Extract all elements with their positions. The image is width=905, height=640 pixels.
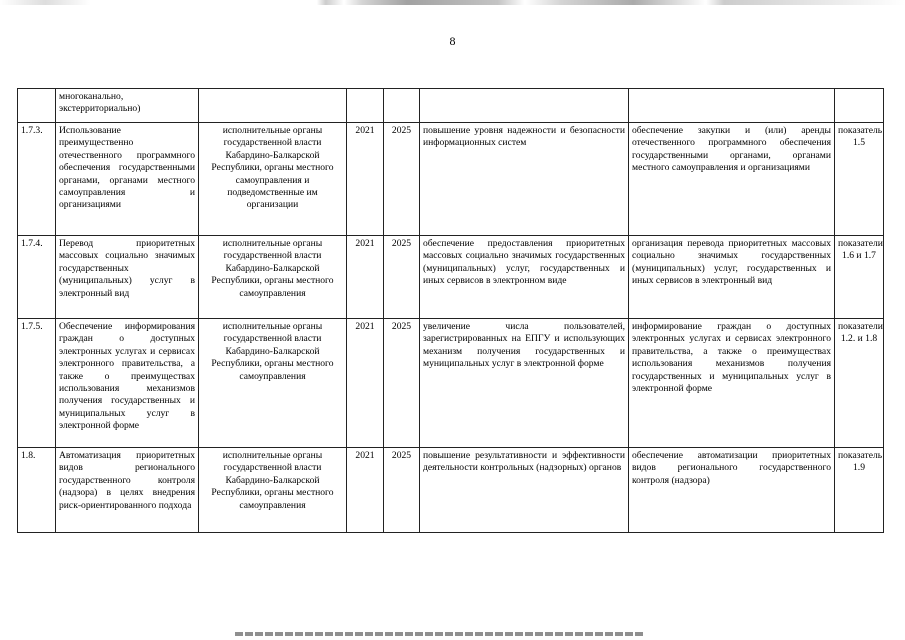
cell-expected-result bbox=[420, 89, 629, 123]
cell-end-year: 2025 bbox=[384, 319, 420, 448]
cell-number bbox=[18, 89, 56, 123]
cell-indicator bbox=[835, 89, 884, 123]
cell-measure-name: Автоматизация приоритетных видов регионального государственного контроля (надзора) в целях внедрения риск-ориентированного подхода bbox=[56, 448, 199, 533]
cell-start-year: 2021 bbox=[347, 319, 384, 448]
cell-number: 1.7.4. bbox=[18, 236, 56, 319]
cell-number: 1.7.5. bbox=[18, 319, 56, 448]
cell-indicator: показатели 1.2. и 1.8 bbox=[835, 319, 884, 448]
scan-artifact-bottom bbox=[235, 632, 645, 636]
measures-table bbox=[17, 88, 884, 533]
table-row bbox=[18, 123, 884, 236]
cell-indicator: показатель 1.9 bbox=[835, 448, 884, 533]
table-row bbox=[18, 448, 884, 533]
cell-number: 1.7.3. bbox=[18, 123, 56, 236]
table-row bbox=[18, 89, 884, 123]
cell-activity: организация перевода приоритетных массовых социально значимых государственных (муниципальных) услуг, государственных и иных сервисов в электронный вид bbox=[629, 236, 835, 319]
cell-executor bbox=[199, 89, 347, 123]
table-row bbox=[18, 236, 884, 319]
cell-indicator: показатель 1.5 bbox=[835, 123, 884, 236]
cell-measure-name: Использование преимущественно отечественного программного обеспечения государственными органами, органами местного самоуправления и организациями bbox=[56, 123, 199, 236]
cell-indicator: показатели 1.6 и 1.7 bbox=[835, 236, 884, 319]
cell-expected-result: повышение уровня надежности и безопасности информационных систем bbox=[420, 123, 629, 236]
cell-end-year: 2025 bbox=[384, 123, 420, 236]
cell-number: 1.8. bbox=[18, 448, 56, 533]
page-number: 8 bbox=[449, 34, 456, 48]
cell-start-year: 2021 bbox=[347, 123, 384, 236]
cell-executor: исполнительные органы государственной власти Кабардино-Балкарской Республики, органы местного самоуправления и подведомственные им организации bbox=[199, 123, 347, 236]
cell-measure-name: Обеспечение информирования граждан о доступных электронных услугах и сервисах электронного правительства, а также о преимуществах использования механизмов получения государственных и муниципальных услуг в электронной форме bbox=[56, 319, 199, 448]
cell-start-year: 2021 bbox=[347, 448, 384, 533]
cell-end-year bbox=[384, 89, 420, 123]
cell-expected-result: обеспечение предоставления приоритетных массовых социально значимых государственных (муниципальных) услуг, государственных и иных сервисов в электронном виде bbox=[420, 236, 629, 319]
cell-expected-result: увеличение числа пользователей, зарегистрированных на ЕПГУ и использующих механизм получения государственных и муниципальных услуг в электронной форме bbox=[420, 319, 629, 448]
cell-activity: обеспечение закупки и (или) аренды отечественного программного обеспечения государственными органами, органами местного самоуправления и организациями bbox=[629, 123, 835, 236]
cell-activity: информирование граждан о доступных электронных услугах и сервисах электронного правительства, а также о преимуществах использования механизмов получения государственных и муниципальных услуг в электронной форме bbox=[629, 319, 835, 448]
table-row bbox=[18, 319, 884, 448]
cell-start-year bbox=[347, 89, 384, 123]
cell-end-year: 2025 bbox=[384, 236, 420, 319]
cell-executor: исполнительные органы государственной власти Кабардино-Балкарской Республики, органы местного самоуправления bbox=[199, 448, 347, 533]
cell-expected-result: повышение результативности и эффективности деятельности контрольных (надзорных) органов bbox=[420, 448, 629, 533]
cell-start-year: 2021 bbox=[347, 236, 384, 319]
cell-executor: исполнительные органы государственной власти Кабардино-Балкарской Республики, органы местного самоуправления bbox=[199, 319, 347, 448]
cell-measure-name: многоканально, экстерриториально) bbox=[56, 89, 199, 123]
scan-artifact-top bbox=[0, 0, 905, 5]
cell-measure-name: Перевод приоритетных массовых социально значимых государственных (муниципальных) услуг в электронный вид bbox=[56, 236, 199, 319]
cell-end-year: 2025 bbox=[384, 448, 420, 533]
cell-activity: обеспечение автоматизации приоритетных видов регионального государственного контроля (надзора) bbox=[629, 448, 835, 533]
cell-activity bbox=[629, 89, 835, 123]
cell-executor: исполнительные органы государственной власти Кабардино-Балкарской Республики, органы местного самоуправления bbox=[199, 236, 347, 319]
